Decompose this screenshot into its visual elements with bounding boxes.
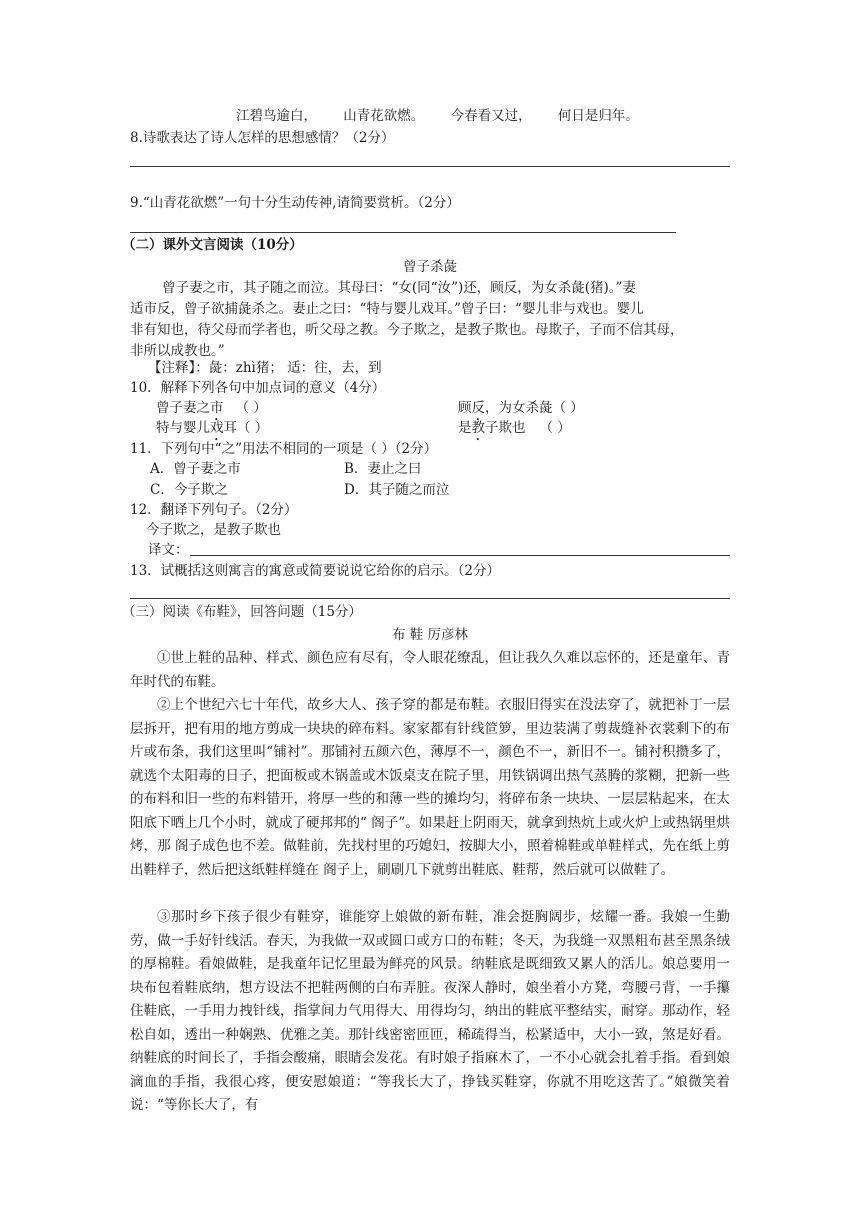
article-paragraph: ①世上鞋的品种、样式、颜色应有尽有，令人眼花缭乱，但让我久久难以忘怀的，还是童年、青年时代的布鞋。 xyxy=(130,650,730,690)
article-title: 布 鞋 厉彦林 xyxy=(391,627,469,643)
passage-title: 曾子杀彘 xyxy=(403,259,457,275)
poem-verse: 山青花欲燃。 xyxy=(343,108,425,124)
q10-item: 特与婴儿戏耳（ ） xyxy=(156,420,269,436)
option-c[interactable]: C．今子欺之 xyxy=(150,482,228,498)
answer-blank[interactable]: （ ） xyxy=(235,400,267,416)
q10-item: 顾反，为女杀彘（ ） xyxy=(458,400,584,416)
poem-line xyxy=(236,106,836,126)
answer-line-q8[interactable] xyxy=(130,166,730,167)
answer-blank[interactable]: （ ） xyxy=(539,420,571,436)
answer-line-q9[interactable] xyxy=(130,232,676,233)
answer-line-q13[interactable] xyxy=(130,598,730,599)
q12-sentence: 今子欺之，是教子欺也 xyxy=(146,522,281,538)
q10-item: 曾子妻之市 （ ） xyxy=(156,400,267,416)
passage-line: 非所以成教也。” xyxy=(130,343,225,359)
question-12: 12．翻译下列句子。（2分） xyxy=(130,502,298,518)
section-heading: （三）阅读《布鞋》，回答问题（15分） xyxy=(122,604,362,620)
dotted-word: 戏 xyxy=(210,420,224,436)
question-9: 9.“山青花欲燃”一句十分生动传神,请简要赏析。（2分） xyxy=(130,195,460,211)
answer-blank[interactable]: （ ） xyxy=(237,420,269,436)
passage-line: 曾子妻之市，其子随之而泣。其母曰：“女(同“汝”)还，顾反，为女杀彘(猪)。”妻 xyxy=(162,280,636,296)
section-heading: （二）课外文言阅读（10分） xyxy=(122,237,303,253)
answer-blank[interactable]: （ ） xyxy=(552,400,584,416)
question-11: 11．下列句中“之”用法不相同的一项是（ ）（2分） xyxy=(130,441,438,457)
translation-answer-line[interactable] xyxy=(190,555,730,556)
question-10: 10．解释下列各句中加点词的意义（4分） xyxy=(130,380,386,396)
poem-verse: 今春看又过， xyxy=(450,108,532,124)
article-paragraph: ②上个世纪六七十年代，故乡大人、孩子穿的都是布鞋。衣服旧得实在没法穿了，就把补丁一层层拆开，把有用的地方剪成一块块的碎布料。家家都有针线笸箩，里边装满了剪裁缝补衣裳剩下的布片或布条，我们这里叫“铺衬”。那铺衬五颜六色，薄厚不一，颜色不一，新旧不一。铺衬积攒多了，就选个太阳毒的日子，把面板或木锅盖或木饭桌支在院子里，用铁锅调出热气蒸腾的浆糊，把新一些的布料和旧一些的布料错开，将厚一些的和薄一些的摊均匀，将碎布条一块块、一层层粘起来，在太阳底下晒上几个小时，就成了硬邦邦的“ 阁子”。如果赶上阴雨天，就拿到热炕上或火炉上或热锅里烘烤，那 阁子成色也不差。做鞋前，先找村里的巧媳妇，按脚大小，照着棉鞋或单鞋样式，先在纸上剪出鞋样子，然后把这纸鞋样缝在 阁子上，刷刷几下就剪出鞋底、鞋帮，然后就可以做鞋了。 xyxy=(130,697,730,878)
option-b[interactable]: B．妻止之曰 xyxy=(344,461,422,477)
passage-line: 非有知也，待父母而学者也，听父母之教。今子欺之，是教子欺也。母欺子，子而不信其母， xyxy=(130,322,684,338)
question-8: 8.诗歌表达了诗人怎样的思想感情？（2分） xyxy=(130,130,395,146)
dotted-word: 反 xyxy=(471,400,485,416)
option-d[interactable]: D．其子随之而泣 xyxy=(344,482,450,498)
translation-label: 译文： xyxy=(148,542,189,558)
poem-verse: 江碧鸟逾白， xyxy=(236,108,317,124)
article-paragraph: ③那时乡下孩子很少有鞋穿，谁能穿上娘做的新布鞋，准会挺胸阔步，炫耀一番。我娘一生勤劳，做一手好针线活。春天，为我做一双或圆口或方口的布鞋；冬天，为我缝一双黑粗布甚至黑条绒的厚棉鞋。看娘做鞋，是我童年记忆里最为鲜亮的风景。纳鞋底是既细致又累人的活儿。娘总要用一块布包着鞋底纳，想方设法不把鞋两侧的白布弄脏。夜深人静时，娘坐着小方凳，弯腰弓背，一手攥住鞋底，一手用力拽针线，指掌间力气用得大、用得均匀，纳出的鞋底平整结实，耐穿。那动作，轻松自如，透出一种娴熟、优雅之美。那针线密密匝匝，稀疏得当，松紧适中，大小一致，煞是好看。纳鞋底的时间长了，手指会酸痛，眼睛会发花。有时娘子指麻木了，一不小心就会扎着手指。看到娘滴血的手指，我很心疼，便安慰娘道：“等我长大了，挣钱买鞋穿，你就不用吃这苦了。”娘微笑着说：“等你长大了，有 xyxy=(130,909,730,1113)
q10-item: 是教子欺也 （ ） xyxy=(458,420,571,436)
passage-line: 适市反，曾子欲捕彘杀之。妻止之曰：“特与婴儿戏耳。”曾子曰：“婴儿非与戏也。婴儿 xyxy=(130,301,644,317)
question-13: 13．试概括这则寓言的寓意或简要说说它给你的启示。（2分） xyxy=(130,563,501,579)
option-a[interactable]: A．曾子妻之市 xyxy=(150,461,241,477)
dotted-word: 教 xyxy=(471,420,485,436)
dotted-word: 市 xyxy=(210,400,224,416)
poem-verse: 何日是归年。 xyxy=(557,108,639,124)
annotation-note: 【注释】：彘：zhì猪； 适：往，去，到 xyxy=(148,360,382,376)
